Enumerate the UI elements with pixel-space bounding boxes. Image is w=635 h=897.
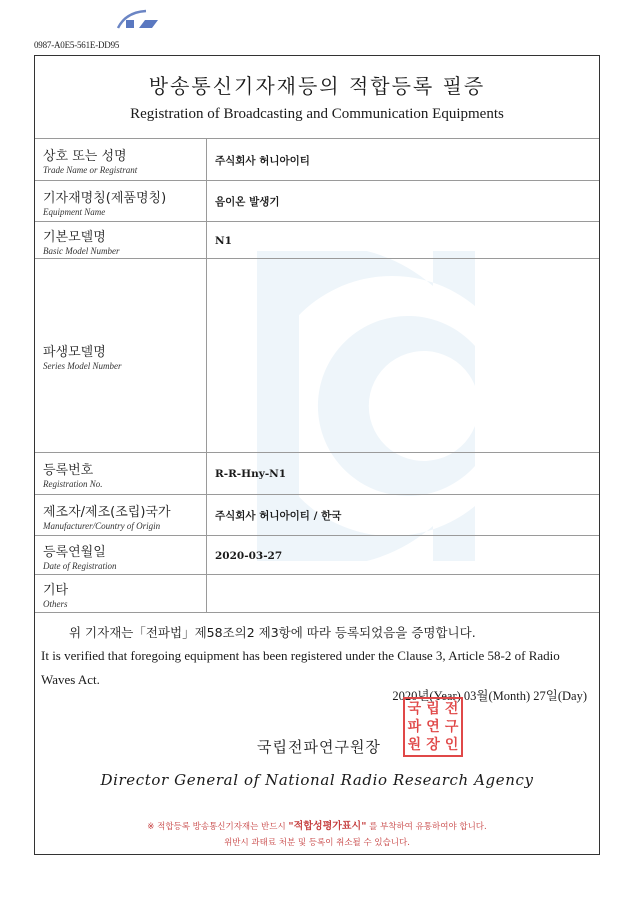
row-manufacturer — [35, 494, 599, 536]
row-basic-model — [35, 221, 599, 259]
label-ko: 기타 — [43, 583, 69, 598]
row-trade-name — [35, 138, 599, 181]
row-registration-no — [35, 452, 599, 495]
label-ko: 등록번호 — [43, 463, 94, 478]
issue-date: 2020년(Year) 03월(Month) 27일(Day) — [392, 689, 587, 703]
seal-char: 장 — [426, 737, 440, 753]
value-registration-no: R-R-Hny-N1 — [215, 468, 287, 480]
title-korean: 방송통신기자재등의 적합등록 필증 — [148, 74, 486, 98]
certification-text-korean: 위 기자재는「전파법」제58조의2 제3항에 따라 등록되었음을 증명합니다. — [69, 625, 476, 640]
notice-suffix: 를 부착하여 유통하여야 합니다. — [369, 822, 487, 832]
row-series-model — [35, 258, 599, 453]
label-ko: 기자재명칭(제품명칭) — [43, 190, 167, 206]
title-english: Registration of Broadcasting and Communication Equipments — [130, 106, 504, 122]
value-series-model — [215, 259, 599, 453]
row-others — [35, 574, 599, 613]
table-bottom-divider — [35, 612, 599, 613]
seal-char: 파 — [407, 719, 422, 735]
notice-line-2: 위반시 과태료 처분 및 등록이 취소될 수 있습니다. — [224, 838, 410, 848]
row-registration-date — [35, 535, 599, 575]
value-basic-model: N1 — [215, 234, 232, 247]
label-en: Trade Name or Registrant — [43, 165, 138, 175]
row-equipment-name — [35, 180, 599, 222]
director-title-korean: 국립전파연구원장 — [257, 738, 381, 756]
seal-char: 구 — [444, 719, 459, 735]
value-trade-name: 주식회사 허니아이티 — [215, 154, 310, 167]
value-others — [215, 575, 599, 613]
certification-text-english: It is verified that foregoing equipment has been registered under the Clause 3, Article 58-2 of Radio Waves Act. — [41, 648, 560, 687]
label-ko: 파생모델명 — [43, 345, 106, 360]
seal-char: 국 — [407, 701, 422, 717]
label-en: Others — [43, 599, 68, 609]
notice — [35, 819, 599, 851]
label-en: Date of Registration — [43, 560, 117, 571]
seal-char: 립 — [426, 701, 440, 717]
value-manufacturer: 주식회사 허니아이티 / 한국 — [215, 510, 342, 522]
certificate-frame — [34, 55, 600, 855]
seal-char: 전 — [444, 701, 459, 717]
notice-emphasis: "적합성평가표시" — [288, 821, 367, 832]
seal-char: 원 — [407, 737, 422, 753]
notice-prefix: ※ 적합등록 방송통신기자재는 반드시 — [147, 822, 286, 832]
document-id: 0987-A0E5-561E-DD95 — [34, 40, 120, 50]
label-en: Series Model Number — [43, 361, 122, 371]
label-en: Registration No. — [43, 479, 103, 489]
label-en: Basic Model Number — [43, 245, 120, 256]
seal-char: 인 — [444, 737, 459, 753]
label-ko: 등록연월일 — [43, 544, 106, 560]
label-en: Manufacturer/Country of Origin — [43, 520, 161, 531]
label-en: Equipment Name — [43, 206, 106, 217]
official-seal-icon — [403, 697, 463, 757]
notice-line-1 — [35, 819, 599, 835]
director-title-english: Director General of National Radio Research Agency — [100, 771, 534, 789]
label-ko: 기본모델명 — [43, 229, 106, 245]
label-ko: 제조자/제조(조립)국가 — [43, 504, 171, 520]
value-equipment-name: 음이온 발생기 — [215, 196, 280, 208]
seal-char: 연 — [426, 719, 440, 735]
kcc-logo-icon — [112, 8, 162, 30]
label-ko: 상호 또는 성명 — [43, 149, 127, 164]
value-registration-date: 2020-03-27 — [215, 549, 283, 562]
